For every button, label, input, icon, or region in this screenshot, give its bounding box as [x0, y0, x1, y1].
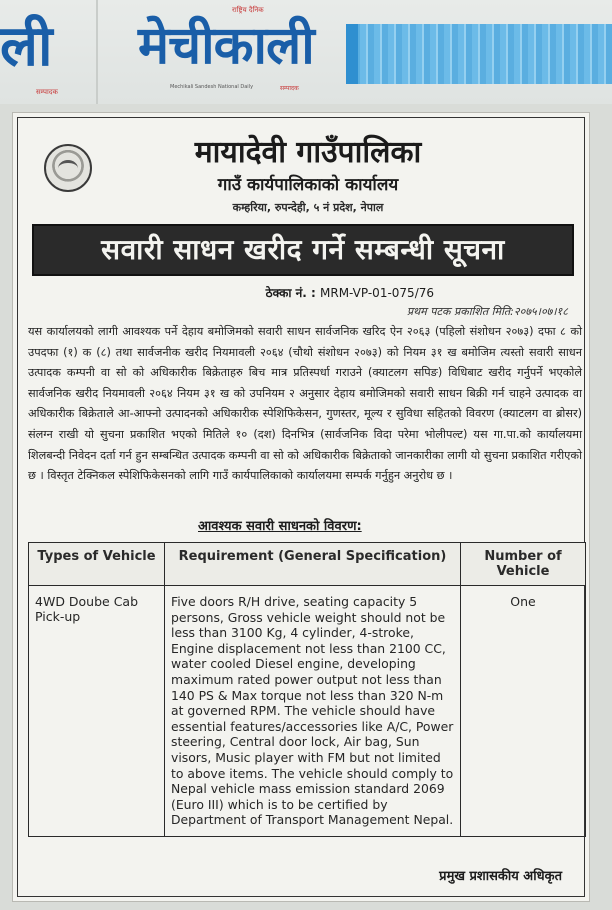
table-header-row: [29, 543, 586, 586]
masthead-editor: सम्पादक: [280, 85, 299, 92]
tender-notice: [12, 112, 590, 902]
table-row: [29, 586, 586, 837]
notice-body: यस कार्यालयको लागी आवश्यक पर्ने देहाय बमोजिमको सवारी साधन सार्वजनिक खरिद ऐन २०६३ (पहिलो संशोधन २०७३) दफा ८ को उपदफा (१) क (८) तथा सार्वजनीक खरीद नियमावली २०६४ (चौथो संशोधन २०७३) को नियम ३१ ख बमोजिम त्यस्तो सवारी साधन उत्पादक कम्पनी वा सो को अधिकारीक बिक्रेताहरु बिच मात्र प्रतिस्पर्धा गराउने (क्याटलग सपिङ) विधिबाट खरीद गर्नुपर्ने भएकोले सार्वजनिक खरीद नियमावली २०६४ नियम ३१ ख को उपनियम २ अनुसार देहाय बमोजिमको सवारी साधन बिक्री गर्न चाहने उत्पादक वा अधिकारीक बिक्रेताले आ-आफ्नो उत्पादनको अधिकारीक स्पेशिफिकेसन, गुणस्तर, मूल्य र सुविधा सहितको विवरण (क्याटलग वा ब्रोसर) संलग्न राखी यो सुचना प्रकाशित भएको मितिले १० (दश) दिनभित्र (सार्वजनिक विदा परेमा भोलीपल्ट) यस गा.पा.को कार्यालयमा शिलबन्दी निवेदन दर्ता गर्न हुन सम्बन्धित उत्पादक कम्पनी वा सो को अधिकारीक बिक्रेताको जानकारीका लागी यो सुचना प्रकाशित गरीएको छ । विस्तृत टेक्निकल स्पेशिफिकेसनको लागि गाउँ कार्यपालिकाको कार्यालयमा सम्पर्क गर्नुहुन अनुरोध छ ।: [28, 325, 582, 483]
fold-divider: [96, 0, 98, 104]
reference-row: [266, 284, 434, 301]
notice-border: [17, 117, 585, 897]
cell-vehicle-type: 4WD Doube Cab Pick-up: [29, 586, 165, 837]
newspaper-masthead: [0, 0, 612, 104]
reference-number: MRM-VP-01-075/76: [320, 286, 434, 300]
cell-vehicle-count: One: [461, 586, 586, 837]
masthead-stripe-edge: [346, 24, 358, 84]
masthead-left-fragment: ली: [0, 13, 53, 79]
masthead-stripes: [346, 24, 612, 84]
office-address: कम्हरिया, रुपन्देही, ५ नं प्रदेश, नेपाल: [232, 201, 384, 214]
masthead-daily-label: राष्ट्रिय दैनिक: [232, 6, 264, 14]
masthead-title: मेचीकाली: [138, 15, 314, 76]
masthead-tagline: Mechikali Sandesh National Daily: [170, 84, 254, 90]
masthead-left-sub: सम्पादक: [36, 88, 58, 96]
table-title: आवश्यक सवारी साधनको विवरण:: [198, 519, 362, 534]
notice-headline: सवारी साधन खरीद गर्ने सम्बन्धी सूचना: [32, 224, 574, 276]
signatory: प्रमुख प्रशासकीय अधिकृत: [439, 869, 562, 884]
header-type: Types of Vehicle: [29, 543, 165, 586]
cell-requirement: Five doors R/H drive, seating capacity 5 persons, Gross vehicle weight should not be less than 3100 Kg, 4 cylinder, 4-stroke, Engine displacement not less than 2100 CC, water cooled Diesel engine, developing maximum rated power output not less than 140 PS & Max torque not less than 320 N-m at governed RPM. The vehicle should have essential features/accessories like A/C, Power steering, Central door lock, Air bag, Sun visors, Music player with FM but not limited to above items. The vehicle should comply to Nepal vehicle mass emission standard 2069 (Euro III) which is to be certified by Department of Transport Management Nepal.: [165, 586, 461, 837]
vehicle-spec-table: [28, 542, 586, 837]
org-name: मायादेवी गाउँपालिका: [194, 135, 422, 170]
header-count: Number of Vehicle: [461, 543, 586, 586]
government-emblem-icon: [44, 144, 92, 192]
office-name: गाउँ कार्यपालिकाको कार्यालय: [217, 175, 399, 195]
header-requirement: Requirement (General Specification): [165, 543, 461, 586]
reference-label: ठेक्का नं. :: [265, 286, 316, 300]
publication-date: प्रथम पटक प्रकाशित मिति:२०७५।०७।१८: [406, 305, 568, 318]
